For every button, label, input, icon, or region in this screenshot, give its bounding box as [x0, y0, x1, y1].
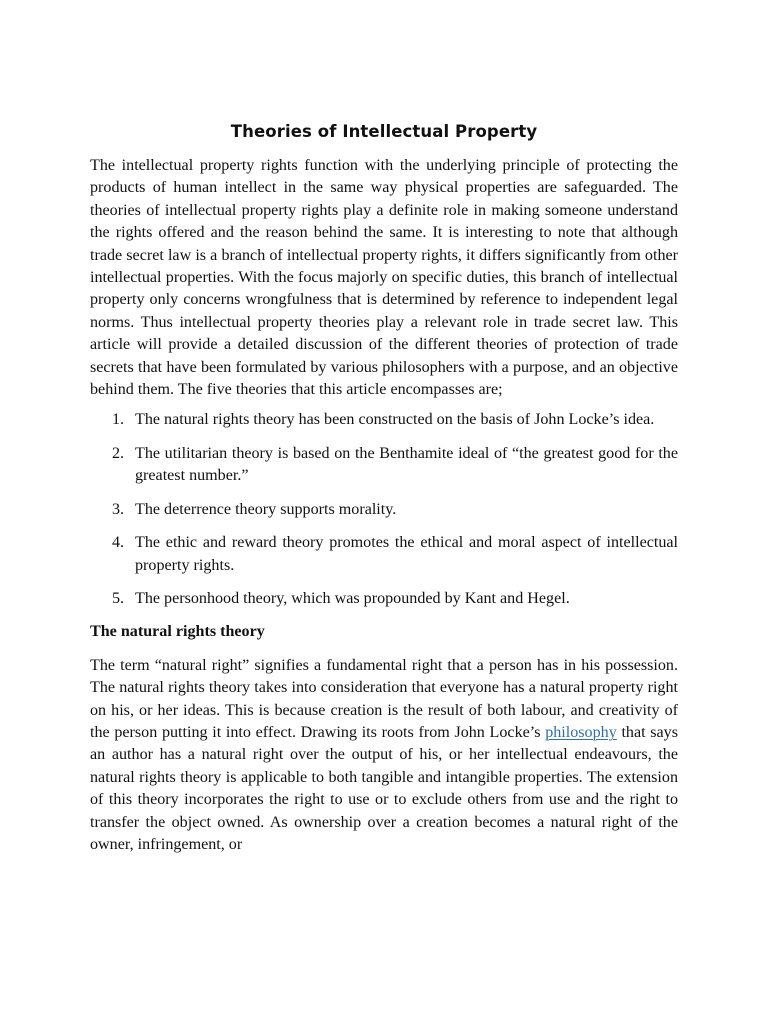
section-paragraph	[90, 655, 678, 857]
theories-list	[90, 409, 678, 610]
list-item	[90, 443, 678, 488]
list-item-text: The ethic and reward theory promotes the ethical and moral aspect of intellectual property rights.	[135, 534, 678, 574]
document-title: Theories of Intellectual Property	[230, 122, 538, 141]
paragraph-text-before-link: The term “natural right” signifies a fundamental right that a person has in his possession. The natural rights theory takes into consideration that everyone has a natural property right on his, or her ideas. This is because creation is the result of both labour, and creativity of the person putting it into effect. Drawing its roots from John Locke’s	[90, 656, 678, 741]
list-item-number: 3.	[112, 500, 125, 518]
list-item	[90, 499, 678, 521]
list-item	[90, 588, 678, 610]
list-item	[90, 409, 678, 431]
list-item-number: 2.	[112, 444, 125, 462]
intro-paragraph: The intellectual property rights function with the underlying principle of protecting the products of human intellect in the same way physical properties are safeguarded. The theories of intellectual property rights play a definite role in making someone understand the rights offered and the reason behind the same. It is interesting to note that although trade secret law is a branch of intellectual property rights, it differs significantly from other intellectual properties. With the focus majorly on specific duties, this branch of intellectual property only concerns wrongfulness that is determined by reference to independent legal norms. Thus intellectual property theories play a relevant role in trade secret law. This article will provide a detailed discussion of the different theories of protection of trade secrets that have been formulated by various philosophers with a purpose, and an objective behind them. The five theories that this article encompasses are;	[90, 157, 678, 399]
list-item-text: The natural rights theory has been constructed on the basis of John Locke’s idea.	[135, 411, 655, 429]
section-heading: The natural rights theory	[90, 623, 265, 641]
list-item-number: 5.	[112, 589, 125, 607]
philosophy-link[interactable]: philosophy	[545, 723, 617, 741]
list-item-text: The utilitarian theory is based on the Benthamite ideal of “the greatest good for the greatest number.”	[135, 444, 678, 485]
list-item-number: 1.	[112, 411, 125, 429]
paragraph-text-after-link: that says an author has a natural right over the output of his, or her intellectual endeavours, the natural rights theory is applicable to both tangible and intangible properties. The extension of this theory incorporates the right to use or to exclude others from use and the right to transfer the object owned. As ownership over a creation becomes a natural right of the owner, infringement, or	[90, 723, 678, 853]
list-item-number: 4.	[112, 534, 125, 552]
list-item	[90, 532, 678, 577]
list-item-text: The personhood theory, which was propounded by Kant and Hegel.	[135, 589, 570, 607]
list-item-text: The deterrence theory supports morality.	[135, 500, 397, 518]
document-page	[90, 122, 678, 856]
